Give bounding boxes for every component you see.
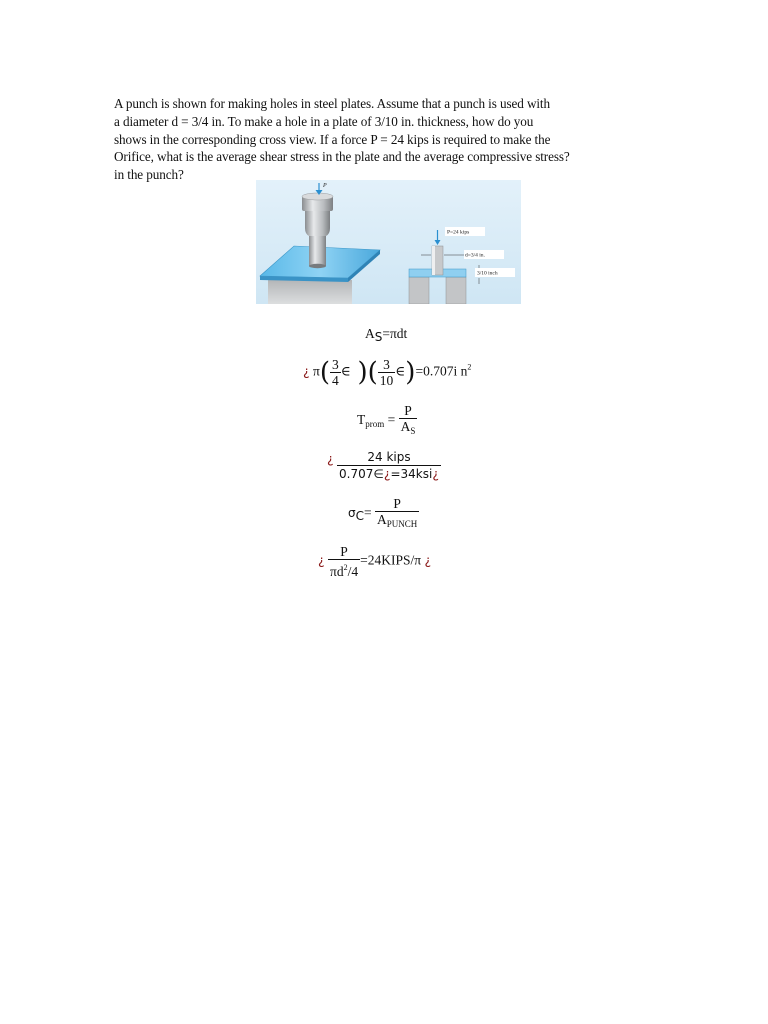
problem-line: Orifice, what is the average shear stress in the plate and the average compressive stress? bbox=[114, 149, 570, 165]
eq-term: = bbox=[387, 412, 396, 428]
punch-illustration bbox=[256, 180, 521, 304]
eq-denominator: πd bbox=[330, 564, 344, 579]
missing-glyph-mark: ¿ bbox=[432, 466, 439, 481]
eq-numerator: 24 kips bbox=[337, 450, 441, 466]
equation-shear-area bbox=[365, 326, 407, 344]
problem-line: shows in the corresponding cross view. If a force P = 24 kips is required to make the bbox=[114, 131, 551, 147]
eq-subscript: C bbox=[355, 509, 364, 524]
die-block bbox=[268, 280, 352, 304]
eq-denominator: 10 bbox=[379, 373, 394, 388]
die-right-section bbox=[446, 277, 466, 304]
missing-glyph-mark: ¿ bbox=[424, 552, 432, 568]
equation-shear-result bbox=[327, 450, 441, 482]
eq-numerator: P bbox=[328, 544, 360, 560]
eq-superscript: 2 bbox=[467, 362, 472, 372]
eq-term: = bbox=[364, 505, 372, 521]
punch-figure bbox=[256, 180, 521, 304]
eq-result: =0.707i n bbox=[415, 363, 468, 379]
equation-compressive-stress bbox=[348, 496, 419, 532]
eq-subscript: prom bbox=[365, 419, 385, 430]
eq-result: =34ksi bbox=[390, 467, 433, 481]
eq-term: A bbox=[365, 326, 375, 341]
eq-subscript: S bbox=[374, 330, 383, 344]
eq-denominator: A bbox=[377, 512, 387, 527]
eq-superscript: 2 bbox=[343, 563, 348, 572]
punch-body bbox=[305, 210, 330, 236]
eq-numerator: P bbox=[399, 403, 418, 419]
eq-term: =πdt bbox=[382, 326, 408, 341]
eq-term: σ bbox=[348, 506, 356, 521]
problem-line: A punch is shown for making holes in steel plates. Assume that a punch is used with bbox=[114, 96, 550, 111]
equation-shear-stress bbox=[357, 403, 417, 439]
missing-glyph-mark: ¿ bbox=[383, 466, 391, 481]
die-left-section bbox=[409, 277, 429, 304]
eq-denominator: 4 bbox=[332, 373, 339, 388]
eq-term: ∈ bbox=[340, 363, 351, 379]
eq-subscript: PUNCH bbox=[386, 519, 418, 529]
eq-term: π bbox=[313, 363, 320, 379]
eq-term: ∈ bbox=[395, 363, 406, 379]
eq-subscript: S bbox=[410, 426, 416, 436]
problem-line: in the punch? bbox=[114, 167, 184, 183]
eq-denominator: A bbox=[400, 419, 411, 434]
eq-numerator: 3 bbox=[332, 357, 339, 372]
eq-term: /4 bbox=[347, 564, 359, 579]
thickness-label: 3/10 inch bbox=[477, 270, 498, 277]
force-label: P=24 kips bbox=[447, 229, 470, 236]
missing-glyph-mark: ¿ bbox=[318, 552, 325, 568]
equation-area-value: ¿ π( $\frac{3}{4}$ ∈ )( $\frac{3}{10}$ ∈)=0.707i $n^2$ bbox=[303, 357, 472, 388]
missing-glyph-mark: ¿ bbox=[327, 451, 334, 467]
eq-numerator: P bbox=[375, 496, 419, 512]
missing-glyph-mark: ¿ bbox=[303, 363, 310, 379]
diameter-label: d=3/4 in. bbox=[465, 252, 485, 259]
equation-compressive-result bbox=[318, 544, 431, 579]
eq-denominator: 0.707∈ bbox=[339, 467, 384, 481]
p-label: P bbox=[323, 183, 327, 189]
eq-term: T bbox=[357, 412, 366, 428]
problem-line: a diameter d = 3/4 in. To make a hole in a plate of 3/10 in. thickness, how do you bbox=[114, 113, 534, 129]
punch-shank bbox=[309, 234, 326, 266]
eq-result: =24KIPS/π bbox=[360, 552, 422, 568]
eq-numerator: 3 bbox=[378, 357, 396, 373]
problem-statement bbox=[114, 95, 594, 184]
